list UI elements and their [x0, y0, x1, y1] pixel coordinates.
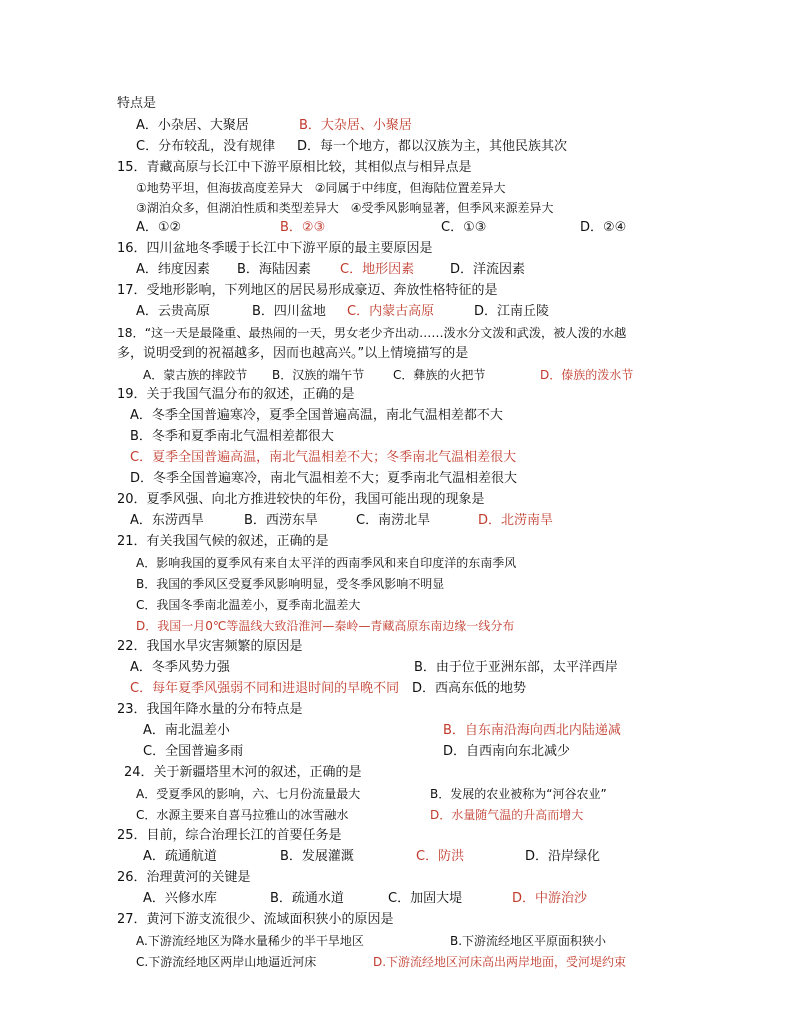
q15-stem: 15．青藏高原与长江中下游平原相比较，其相似点与相异点是	[117, 160, 472, 175]
q19-option-d: D．冬季全国普遍寒冷，南北气温相差不大；夏季南北气温相差很大	[130, 471, 518, 486]
q16-option-c-answer: C．地形因素	[340, 262, 415, 277]
q27-option-c: C.下游流经地区两岸山地逼近河床	[136, 955, 317, 969]
q27-option-d-answer: D.下游流经地区河床高出两岸地面，受河堤约束	[373, 955, 627, 969]
q24-option-b: B．发展的农业被称为“河谷农业”	[430, 787, 607, 801]
q26-option-d-answer: D．中游治沙	[512, 891, 588, 906]
q17-option-a: A．云贵高原	[136, 304, 210, 319]
q22-option-a: A．冬季风势力强	[130, 660, 230, 675]
q19-stem: 19．关于我国气温分布的叙述，正确的是	[117, 387, 355, 402]
q18-option-b: B．汉族的端午节	[272, 368, 365, 382]
q25-option-c-answer: C．防洪	[416, 849, 465, 864]
q16-option-b: B．海陆因素	[237, 262, 311, 277]
q17-option-d: D．江南丘陵	[474, 304, 550, 319]
q22-option-d: D．西高东低的地势	[412, 681, 527, 696]
q23-option-b-answer: B．自东南沿海向西北内陆递减	[443, 723, 621, 738]
q15-option-a: A．①②	[136, 220, 182, 235]
q20-option-d-answer: D．北涝南旱	[478, 513, 554, 528]
q17-option-b: B．四川盆地	[252, 304, 326, 319]
q14-option-b-answer: B．大杂居、小聚居	[299, 118, 412, 133]
q24-option-a: A．受夏季风的影响，六、七月份流量最大	[136, 787, 361, 801]
q26-stem: 26．治理黄河的关键是	[117, 870, 251, 885]
q22-option-b: B．由于位于亚洲东部，太平洋西岸	[414, 660, 618, 675]
q18-option-a: A．蒙古族的摔跤节	[143, 368, 248, 382]
q20-option-b: B．西涝东旱	[244, 513, 318, 528]
q15-statement-3-4: ③湖泊众多，但湖泊性质和类型差异大 ④受季风影响显著，但季风来源差异大	[136, 201, 554, 215]
q21-option-d-answer: D．我国一月0℃等温线大致沿淮河—秦岭—青藏高原东南边缘一线分布	[136, 619, 515, 633]
q24-option-d-answer: D．水量随气温的升高而增大	[430, 808, 584, 822]
q21-stem: 21．有关我国气候的叙述，正确的是	[117, 534, 329, 549]
q26-option-a: A．兴修水库	[143, 891, 217, 906]
q15-statement-1-2: ①地势平坦，但海拔高度差异大 ②同属于中纬度，但海陆位置差异大	[136, 181, 506, 195]
q14-option-d: D．每一个地方，都以汉族为主，其他民族其次	[297, 139, 568, 154]
q18-option-d-answer: D．傣族的泼水节	[540, 368, 634, 382]
q23-option-d: D．自西南向东北减少	[443, 744, 571, 759]
q22-stem: 22．我国水旱灾害频繁的原因是	[117, 639, 303, 654]
q26-option-b: B．疏通水道	[270, 891, 344, 906]
q19-option-a: A．冬季全国普遍寒冷，夏季全国普遍高温，南北气温相差都不大	[130, 408, 503, 423]
q17-stem: 17．受地形影响，下列地区的居民易形成豪迈、奔放性格特征的是	[117, 283, 498, 298]
q23-option-a: A．南北温差小	[143, 723, 230, 738]
q14-option-c: C．分布较乱，没有规律	[136, 139, 276, 154]
q18-stem-line1: 18．“这一天是最隆重、最热闹的一天，男女老少齐出动……泼水分文泼和武泼，被人泼的水越	[117, 326, 627, 340]
q16-option-d: D．洋流因素	[450, 262, 526, 277]
q19-option-c-answer: C．夏季全国普遍高温，南北气温相差不大；冬季南北气温相差很大	[130, 450, 517, 465]
q25-option-d: D．沿岸绿化	[525, 849, 601, 864]
q17-option-c-answer: C．内蒙古高原	[347, 304, 435, 319]
q19-option-b: B．冬季和夏季南北气温相差都很大	[130, 429, 334, 444]
q15-option-c: C．①③	[441, 220, 487, 235]
q15-option-d: D．②④	[580, 220, 627, 235]
q20-option-a: A．东涝西旱	[130, 513, 204, 528]
q27-stem: 27．黄河下游支流很少、流域面积狭小的原因是	[117, 912, 394, 927]
q27-option-b: B.下游流经地区平原面积狭小	[450, 934, 607, 948]
q18-option-c: C．彝族的火把节	[393, 368, 486, 382]
q25-stem: 25．目前，综合治理长江的首要任务是	[117, 828, 342, 843]
q15-option-b-answer: B．②③	[280, 220, 326, 235]
q16-option-a: A．纬度因素	[136, 262, 210, 277]
q25-option-b: B．发展灌溉	[280, 849, 354, 864]
q27-option-a: A.下游流经地区为降水量稀少的半干旱地区	[136, 934, 364, 948]
q18-stem-line2: 多，说明受到的祝福越多，因而也越高兴。”以上情境描写的是	[117, 346, 469, 361]
q14-option-a: A．小杂居、大聚居	[136, 118, 249, 133]
q23-option-c: C．全国普遍多雨	[143, 744, 244, 759]
q21-option-b: B．我国的季风区受夏季风影响明显，受冬季风影响不明显	[136, 577, 445, 591]
q26-option-c: C．加固大堤	[388, 891, 463, 906]
q20-option-c: C．南涝北旱	[356, 513, 431, 528]
q20-stem: 20．夏季风强、向北方推进较快的年份，我国可能出现的现象是	[117, 492, 485, 507]
q16-stem: 16．四川盆地冬季暖于长江中下游平原的最主要原因是	[117, 241, 433, 256]
q23-stem: 23．我国年降水量的分布特点是	[117, 702, 303, 717]
carryover-text: 特点是	[117, 96, 157, 111]
q21-option-a: A．影响我国的夏季风有来自太平洋的西南季风和来自印度洋的东南季风	[136, 556, 517, 570]
q24-option-c: C．水源主要来自喜马拉雅山的冰雪融水	[136, 808, 349, 822]
q22-option-c-answer: C．每年夏季风强弱不同和进退时间的早晚不同	[130, 681, 400, 696]
q25-option-a: A．疏通航道	[143, 849, 217, 864]
q21-option-c: C．我国冬季南北温差小，夏季南北温差大	[136, 598, 361, 612]
q24-stem: 24．关于新疆塔里木河的叙述，正确的是	[124, 765, 362, 780]
